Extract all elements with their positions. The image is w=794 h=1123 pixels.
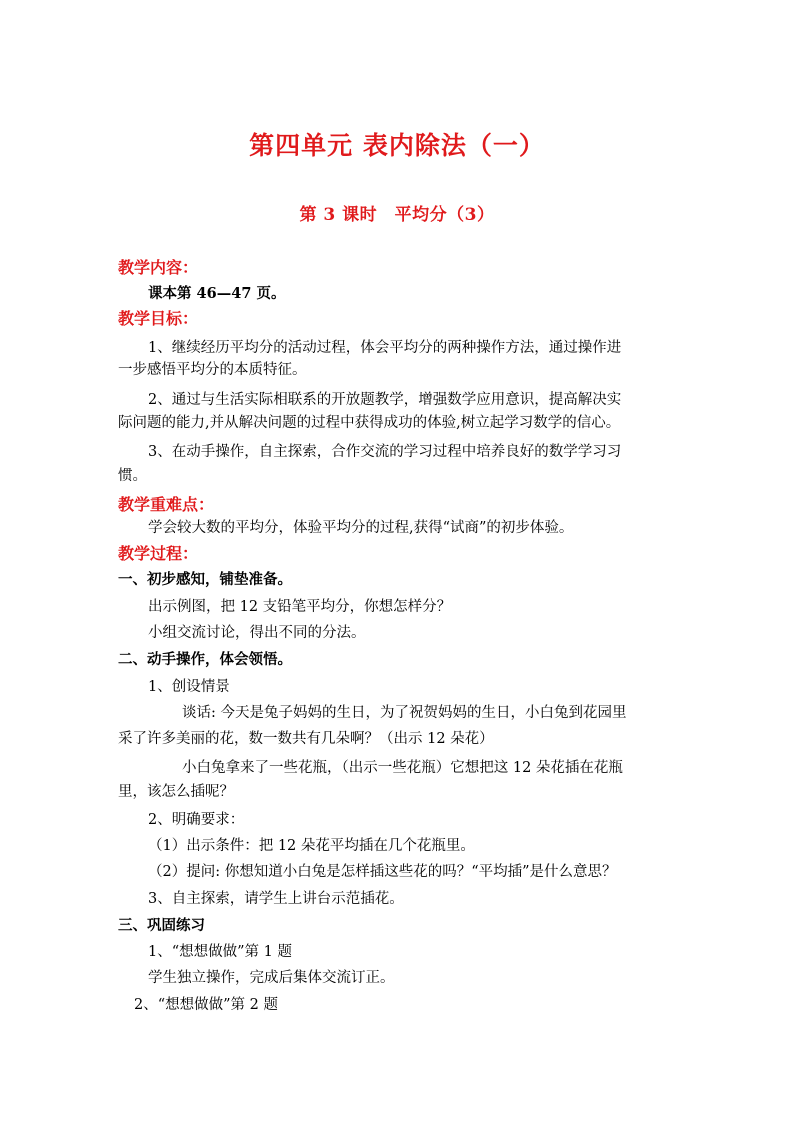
goal-3-line-2: 惯。 [118,468,147,484]
goal-1-line-2: 一步感悟平均分的本质特征。 [118,362,307,378]
goal-2-line-1: 2、通过与生活实际相联系的开放题教学，增强数学应用意识，提高解决实 [148,392,622,408]
goal-1-line-1: 1、继续经历平均分的活动过程，体会平均分的两种操作方法，通过操作进 [148,340,622,356]
content-text: 课本第 46—47 页。 [148,285,286,302]
part-1-line-1: 出示例图，把 12 支铅笔平均分，你想怎样分？ [148,599,452,615]
part-2-title: 二、动手操作，体会领悟。 [118,651,292,668]
part-1-title: 一、初步感知，铺垫准备。 [118,571,292,588]
step-1: 1、创设情景 [148,679,230,695]
exercise-1: 1、“想想做做”第 1 题 [148,944,292,960]
step-3: 3、自主探索，请学生上讲台示范插花。 [148,891,404,907]
vase-line-1: 小白兔拿来了一些花瓶，（出示一些花瓶）它想把这 12 朵花插在花瓶 [182,760,623,776]
requirement-1: （1）出示条件：把 12 朵花平均插在几个花瓶里。 [148,838,475,854]
goals-heading: 教学目标： [118,309,199,328]
goal-2-line-2: 际问题的能力,并从解决问题的过程中获得成功的体验,树立起学习数学的信心。 [118,415,621,431]
lesson-subtitle: 第 3 课时 平均分（3） [299,205,495,225]
talk-line-2: 采了许多美丽的花，数一数共有几朵啊？（出示 12 朵花） [118,731,494,747]
keypoints-text: 学会较大数的平均分，体验平均分的过程,获得“试商”的初步体验。 [148,520,574,536]
content-heading: 教学内容： [118,258,199,277]
requirement-2: （2）提问: 你想知道小白兔是怎样插这些花的吗？“平均插”是什么意思？ [148,864,617,880]
process-heading: 教学过程： [118,544,199,563]
exercise-2: 2、“想想做做”第 2 题 [134,997,278,1013]
vase-line-2: 里，该怎么插呢？ [118,784,234,800]
goal-3-line-1: 3、在动手操作，自主探索，合作交流的学习过程中培养良好的数学学习习 [148,444,622,460]
part-1-line-2: 小组交流讨论，得出不同的分法。 [148,625,366,641]
page-title: 第四单元 表内除法（一） [249,131,545,160]
part-3-title: 三、巩固练习 [118,917,205,934]
step-2: 2、明确要求： [148,812,245,828]
keypoints-heading: 教学重难点： [118,495,215,514]
talk-line-1: 谈话: 今天是兔子妈妈的生日，为了祝贺妈妈的生日，小白兔到花园里 [182,705,627,721]
exercise-1-text: 学生独立操作，完成后集体交流订正。 [148,970,395,986]
